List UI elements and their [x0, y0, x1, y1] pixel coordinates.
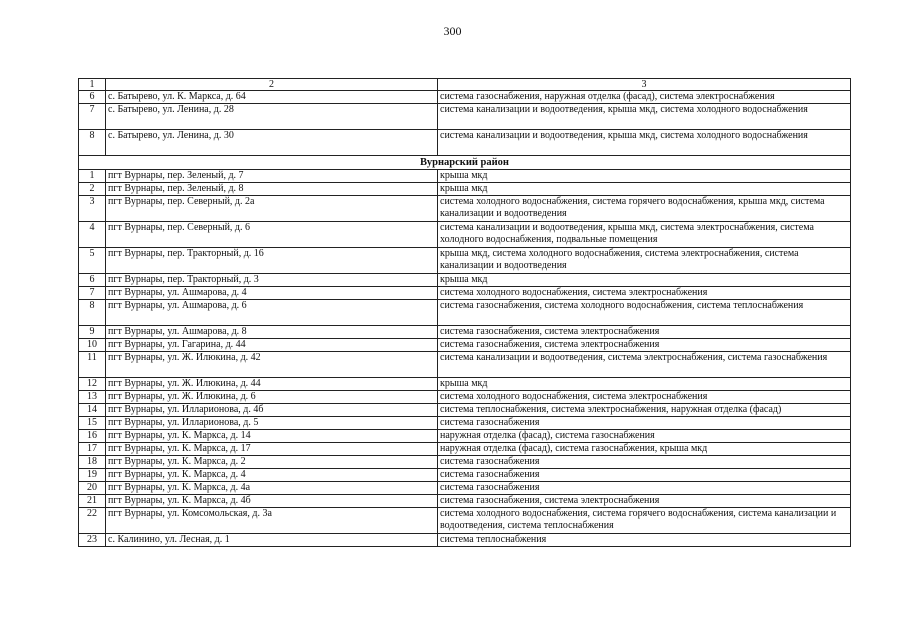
row-address: пгт Вурнары, ул. Гагарина, д. 44: [106, 339, 438, 352]
table-row: [79, 326, 851, 339]
table-row: [79, 339, 851, 352]
row-address: пгт Вурнары, ул. Илларионова, д. 4б: [106, 404, 438, 417]
row-works: наружная отделка (фасад), система газоснабжения, крыша мкд: [438, 443, 851, 456]
table-row: [79, 170, 851, 183]
row-address: с. Батырево, ул. Ленина, д. 30: [106, 130, 438, 156]
page-number: 300: [443, 24, 462, 38]
row-number: 11: [79, 352, 106, 378]
row-number: 8: [79, 300, 106, 326]
row-works: система теплоснабжения, система электроснабжения, наружная отделка (фасад): [438, 404, 851, 417]
row-works: система теплоснабжения: [438, 534, 851, 547]
row-address: с. Батырево, ул. К. Маркса, д. 64: [106, 91, 438, 104]
table-row: [79, 130, 851, 156]
row-works: крыша мкд: [438, 170, 851, 183]
row-number: 6: [79, 274, 106, 287]
row-address: с. Калинино, ул. Лесная, д. 1: [106, 534, 438, 547]
row-works: крыша мкд: [438, 274, 851, 287]
table-row: [79, 469, 851, 482]
row-works: система газоснабжения: [438, 417, 851, 430]
row-works: крыша мкд: [438, 378, 851, 391]
row-number: 9: [79, 326, 106, 339]
table-row: [79, 495, 851, 508]
row-works: крыша мкд: [438, 183, 851, 196]
row-address: пгт Вурнары, ул. Комсомольская, д. 3а: [106, 508, 438, 534]
row-number: 7: [79, 104, 106, 130]
table-row: [79, 91, 851, 104]
row-number: 15: [79, 417, 106, 430]
row-number: 1: [79, 170, 106, 183]
row-works: система газоснабжения, система холодного водоснабжения, система теплоснабжения: [438, 300, 851, 326]
table-row: [79, 482, 851, 495]
row-number: 14: [79, 404, 106, 417]
section-title: Вурнарский район: [79, 156, 851, 170]
table-row: [79, 417, 851, 430]
table-row: [79, 430, 851, 443]
row-works: система газоснабжения, система электроснабжения: [438, 495, 851, 508]
row-address: пгт Вурнары, ул. К. Маркса, д. 14: [106, 430, 438, 443]
row-number: 13: [79, 391, 106, 404]
header-col-2: 2: [106, 79, 438, 91]
row-address: пгт Вурнары, ул. Ашмарова, д. 4: [106, 287, 438, 300]
row-works: система канализации и водоотведения, крыша мкд, система электроснабжения, система холодного водоснабжения, подвальные помещения: [438, 222, 851, 248]
row-works: система холодного водоснабжения, система электроснабжения: [438, 287, 851, 300]
row-number: 22: [79, 508, 106, 534]
row-number: 16: [79, 430, 106, 443]
row-works: система канализации и водоотведения, крыша мкд, система холодного водоснабжения: [438, 104, 851, 130]
row-works: крыша мкд, система холодного водоснабжения, система электроснабжения, система канализации и водоотведения: [438, 248, 851, 274]
row-number: 12: [79, 378, 106, 391]
row-number: 6: [79, 91, 106, 104]
row-works: система канализации и водоотведения, крыша мкд, система холодного водоснабжения: [438, 130, 851, 156]
row-address: пгт Вурнары, ул. Ашмарова, д. 8: [106, 326, 438, 339]
row-address: пгт Вурнары, пер. Тракторный, д. 16: [106, 248, 438, 274]
header-col-3: 3: [438, 79, 851, 91]
table-row: [79, 534, 851, 547]
row-number: 21: [79, 495, 106, 508]
row-number: 10: [79, 339, 106, 352]
row-address: пгт Вурнары, ул. Ж. Илюкина, д. 44: [106, 378, 438, 391]
table-row: [79, 404, 851, 417]
row-address: пгт Вурнары, ул. К. Маркса, д. 17: [106, 443, 438, 456]
row-address: пгт Вурнары, ул. К. Маркса, д. 4б: [106, 495, 438, 508]
row-works: система холодного водоснабжения, система электроснабжения: [438, 391, 851, 404]
row-address: пгт Вурнары, ул. К. Маркса, д. 4а: [106, 482, 438, 495]
row-address: пгт Вурнары, пер. Тракторный, д. 3: [106, 274, 438, 287]
row-number: 5: [79, 248, 106, 274]
table-row: [79, 104, 851, 130]
row-works: система газоснабжения: [438, 469, 851, 482]
row-address: пгт Вурнары, пер. Зеленый, д. 7: [106, 170, 438, 183]
row-address: пгт Вурнары, ул. Илларионова, д. 5: [106, 417, 438, 430]
buildings-table: [78, 78, 851, 547]
row-address: с. Батырево, ул. Ленина, д. 28: [106, 104, 438, 130]
row-number: 17: [79, 443, 106, 456]
row-address: пгт Вурнары, ул. К. Маркса, д. 4: [106, 469, 438, 482]
row-number: 2: [79, 183, 106, 196]
table-row: [79, 274, 851, 287]
row-address: пгт Вурнары, ул. Ж. Илюкина, д. 6: [106, 391, 438, 404]
row-works: система холодного водоснабжения, система горячего водоснабжения, система канализации и водоотведения, система теплоснабжения: [438, 508, 851, 534]
table-row: [79, 352, 851, 378]
row-works: система канализации и водоотведения, система электроснабжения, система газоснабжения: [438, 352, 851, 378]
row-number: 7: [79, 287, 106, 300]
row-address: пгт Вурнары, ул. Ашмарова, д. 6: [106, 300, 438, 326]
row-number: 4: [79, 222, 106, 248]
row-address: пгт Вурнары, пер. Северный, д. 2а: [106, 196, 438, 222]
table-row: [79, 391, 851, 404]
row-works: система газоснабжения, наружная отделка (фасад), система электроснабжения: [438, 91, 851, 104]
row-number: 3: [79, 196, 106, 222]
table-row: [79, 508, 851, 534]
row-works: система холодного водоснабжения, система горячего водоснабжения, крыша мкд, система канализации и водоотведения: [438, 196, 851, 222]
table-row: [79, 300, 851, 326]
table-row: [79, 196, 851, 222]
section-row: [79, 156, 851, 170]
row-works: система газоснабжения, система электроснабжения: [438, 326, 851, 339]
row-number: 8: [79, 130, 106, 156]
row-address: пгт Вурнары, ул. Ж. Илюкина, д. 42: [106, 352, 438, 378]
table-row: [79, 378, 851, 391]
table-header-row: [79, 79, 851, 91]
table-row: [79, 443, 851, 456]
row-works: система газоснабжения, система электроснабжения: [438, 339, 851, 352]
table-row: [79, 456, 851, 469]
row-address: пгт Вурнары, ул. К. Маркса, д. 2: [106, 456, 438, 469]
row-number: 19: [79, 469, 106, 482]
table-row: [79, 287, 851, 300]
table-row: [79, 222, 851, 248]
row-address: пгт Вурнары, пер. Северный, д. 6: [106, 222, 438, 248]
row-number: 18: [79, 456, 106, 469]
row-works: система газоснабжения: [438, 482, 851, 495]
row-number: 20: [79, 482, 106, 495]
header-col-1: 1: [79, 79, 106, 91]
row-works: наружная отделка (фасад), система газоснабжения: [438, 430, 851, 443]
table-row: [79, 248, 851, 274]
row-address: пгт Вурнары, пер. Зеленый, д. 8: [106, 183, 438, 196]
table-row: [79, 183, 851, 196]
row-works: система газоснабжения: [438, 456, 851, 469]
row-number: 23: [79, 534, 106, 547]
